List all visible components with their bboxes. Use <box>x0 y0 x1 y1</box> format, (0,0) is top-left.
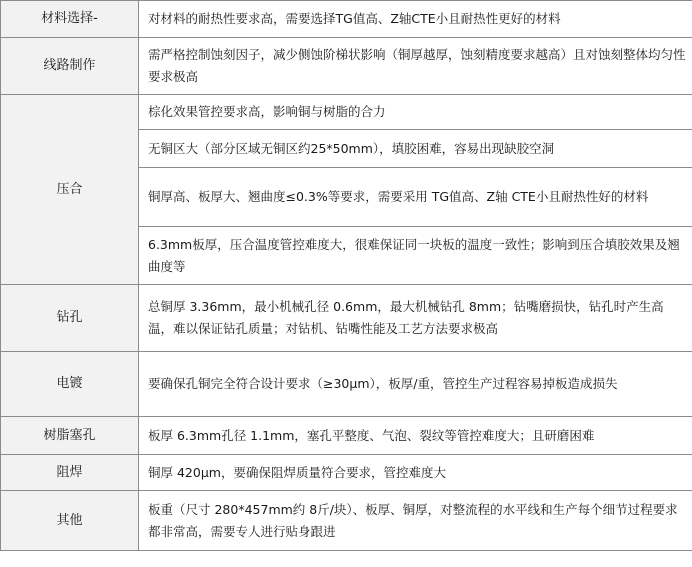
table-row <box>1 455 692 491</box>
table-row <box>1 1 692 38</box>
row-content-solder-mask: 铜厚 420μm，要确保阻焊质量符合要求，管控难度大 <box>139 455 692 491</box>
table-row <box>1 285 692 352</box>
row-content-lamination-4: 6.3mm板厚，压合温度管控难度大，很难保证同一块板的温度一致性；影响到压合填胶效果及翘曲度等 <box>139 227 692 285</box>
row-content-electroplating: 要确保孔铜完全符合设计要求（≥30μm），板厚/重，管控生产过程容易掉板造成损失 <box>139 352 692 417</box>
row-content-lamination-1: 棕化效果管控要求高，影响铜与树脂的合力 <box>139 95 692 130</box>
row-content-resin-plugging: 板厚 6.3mm孔径 1.1mm，塞孔平整度、气泡、裂纹等管控难度大；且研磨困难 <box>139 417 692 455</box>
row-label-lamination: 压合 <box>1 95 139 285</box>
row-label-electroplating: 电镀 <box>1 352 139 417</box>
table-row <box>1 491 692 551</box>
row-label-drilling: 钻孔 <box>1 285 139 352</box>
row-label-circuit-fabrication: 线路制作 <box>1 38 139 95</box>
row-content-circuit-fabrication: 需严格控制蚀刻因子，减少侧蚀阶梯状影响（铜厚越厚，蚀刻精度要求越高）且对蚀刻整体均匀性要求极高 <box>139 38 692 95</box>
row-label-other: 其他 <box>1 491 139 551</box>
row-content-lamination-3: 铜厚高、板厚大、翘曲度≤0.3%等要求，需要采用 TG值高、Z轴 CTE小且耐热性好的材料 <box>139 168 692 227</box>
row-content-other: 板重（尺寸 280*457mm约 8斤/块）、板厚、铜厚，对整流程的水平线和生产每个细节过程要求都非常高，需要专人进行贴身跟进 <box>139 491 692 551</box>
row-content-drilling: 总铜厚 3.36mm，最小机械孔径 0.6mm，最大机械钻孔 8mm；钻嘴磨损快，钻孔时产生高温，难以保证钻孔质量；对钻机、钻嘴性能及工艺方法要求极高 <box>139 285 692 352</box>
table-row <box>1 95 692 130</box>
table-row <box>1 38 692 95</box>
row-label-resin-plugging: 树脂塞孔 <box>1 417 139 455</box>
table-row <box>1 417 692 455</box>
row-content-material-selection: 对材料的耐热性要求高，需要选择TG值高、Z轴CTE小且耐热性更好的材料 <box>139 1 692 38</box>
row-label-material-selection: 材料选择- <box>1 1 139 38</box>
row-label-solder-mask: 阻焊 <box>1 455 139 491</box>
table-row <box>1 352 692 417</box>
row-content-lamination-2: 无铜区大（部分区域无铜区约25*50mm），填胶困难，容易出现缺胶空洞 <box>139 130 692 168</box>
